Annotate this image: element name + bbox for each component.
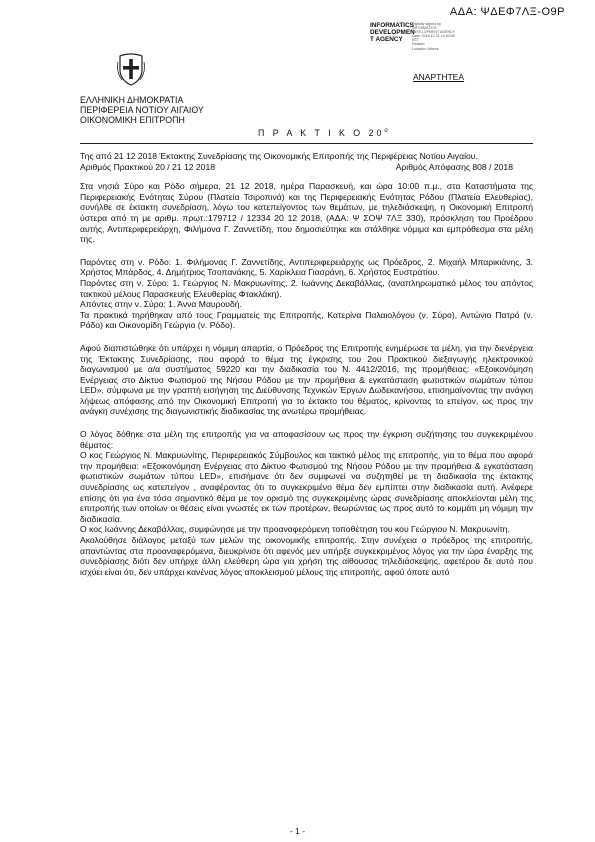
minutes-body: [80, 151, 533, 577]
organization-header: [80, 95, 204, 125]
paragraph: Αφού διαπιστώθηκε ότι υπάρχει η νόμιμη απαρτία, ο Πρόεδρος της Επιτροπής ενημέρωσε τα μέλη, για την διενέργεια της Έκτακτης Συνεδρίασης, που αφορά το θέμα της έγκρισης του 2ου Πρακτικού διεξαγωγής ηλεκτρονικού διαγωνισμού με α/α συστήματος 59220 και την διαδικασία του Ν. 4412/2016, της προμήθειας: «Εξοικονόμηση Ενέργειας στο Δίκτυο Φωτισμού της Νήσου Ρόδου με την προμήθεια & εγκατάσταση φωτιστικών σωμάτων τύπου LED», σύμφωνα με την γραπτή εισήγηση της Διεύθυνσης Τεχνικών Έργων Δωδεκανήσου, επισημαίνοντας την ανάγκη λήψεως απόφασης από την Οικονομική Επιτροπή για το έκτακτο του θέματος, κρίνοντας το επείγον, ως προς την ανάγκη συνέχισης της διαγωνιστικής διαδικασίας της ανωτέρω προμήθειας.: [80, 342, 533, 417]
present-rhodes: Παρόντες στη ν. Ρόδο: 1. Φιλήμονας Γ. Ζαννετίδης, Αντιπεριφερειάρχης ως Πρόεδρος, 2. Μιχαήλ Μπαρικιάνης, 3. Χρήστος Μπάρδος, 4. Δημήτριος Τσοπανάκης, 5. Χαρίκλεια Γιασράνη, 6. Χρήστος Ευστρατίου.: [80, 256, 533, 278]
minutes-keepers: Τα πρακτικά τηρήθηκαν από τους Γραμματείς της Επιτροπής, Κατερίνα Παλαιολόγου (ν. Σύρο), Αντώνιο Πατρό (ν. Ρόδο) και Οικονομίδη Γεώργιο (ν. Ρόδο).: [80, 309, 533, 331]
intro-paragraph: Της από 21 12 2018 Έκτακτης Συνεδρίασης της Οικονομικής Επιτροπής της Περιφέρειας Νοτίου Αιγαίου.: [80, 151, 478, 161]
paragraph: Ο κος Ιωάννης Δεκαβάλλας, συμφώνησε με την προαναφερόμενη τοποθέτηση του κου Γεώργιου Ν. Μακρυωνίτη.: [80, 524, 510, 535]
informatics-agency-signature: [370, 22, 490, 50]
paragraph: Ο κος Γεώργιος Ν. Μακρυωνίτης, Περιφερειακός Σύμβουλος και τακτικό μέλος της επιτροπής, για το θέμα που αφορά την προμήθεια: «Εξοικονόμηση Ενέργειας στο Δίκτυο Φωτισμού της Νήσου Ρόδου με την προμήθεια & εγκατάσταση φωτιστικών σωμάτων τύπου LED», επισήμανε ότι δεν συμφωνεί να συζητηθεί με τη διαδικασία της έκτακτης συνεδρίασης ως κατεπείγον , αναφέροντας ότι το συγκεκριμένο θέμα δεν εμπίπτει στην διαδικασία αυτή. Ανέφερε επίσης ότι για ένα τόσο σημαντικό θέμα με τον ορισμό της συγκεκριμένης ώρας συνεδρίασης αποκλείονται μέλη της επιτροπής των οποίων οι θέσεις είναι γνωστές εκ των προτέρων, θεωρώντας ως προς αυτό το κομμάτι μη νόμιμη την διαδικασία.: [80, 450, 533, 524]
paragraph: Ακολούθησε διάλογος μεταξύ των μελών της οικονομικής επιτροπής. Στην συνέχεια ο πρόεδρος της επιτροπής, απαντώντας στα προαναφερόμενα, διευκρίνισε ότι αφενός μεν υπήρξε συγκεκριμένος λόγος για την ώρα έναρξης της συνεδρίασης διότι δεν υπήρχε άλλη ελεύθερη ώρα για χρήση της αίθουσας τηλεδιάσκεψης, αφετέρου δε αυτό που ισχύει είναι ότι, δεν υπάρχει κανένας λόγος αποκλεισμού μέλους της επιτροπής, αφού όποτε αυτό: [80, 535, 533, 577]
agency-name: INFORMATICS DEVELOPMEN T AGENCY: [370, 22, 415, 43]
org-line: ΠΕΡΙΦΕΡΕΙΑ ΝΟΤΙΟΥ ΑΙΓΑΙΟΥ: [80, 105, 204, 115]
signature-details: Digitally signed by INFORMATICS DEVELOPMENT AGENCY Date: 2018.12.31 14:30:08 EET Reason: Location: Athens: [412, 22, 456, 51]
decision-number: Αριθμός Απόφασης 808 / 2018: [395, 161, 513, 172]
document-title: Π Ρ Α Κ Τ Ι Κ Ο $20^o$: [258, 128, 391, 138]
org-line: ΕΛΛΗΝΙΚΗ ΔΗΜΟΚΡΑΤΙΑ: [80, 95, 184, 105]
paragraph: Ο λόγος δόθηκε στα μέλη της επιτροπής για να αποφασίσουν ως προς την έγκριση συζήτησης του συγκεκριμένου θέματος:: [80, 429, 533, 450]
practice-number: Αριθμός Πρακτικού 20 / 21 12 2018: [80, 161, 216, 172]
page-number: - 1 -: [289, 826, 306, 836]
title-divider: [80, 143, 533, 144]
greek-coat-of-arms-icon: [116, 52, 146, 86]
paragraph: Στα νησιά Σύρο και Ρόδο σήμερα, 21 12 2018, ημέρα Παρασκευή, και ώρα 10:00 π.μ., στα Καταστήματα της Περιφερειακής Ενότητας Σύρου (Πλατεία Τσιροπινά) και της Περιφερειακής Ενότητας Ρόδου (Πλατεία Ελευθερίας), συνήλθε σε έκτακτη συνεδρίαση, λόγω του κατεπείγοντος των θεμάτων, με τηλεδιάσκεψη, η Οικονομική Επιτροπή ύστερα από τη με αριθμ. πρωτ.:179712 / 12334 20 12 2018, (ΑΔΑ: Ψ ΣΟΨ 7ΛΞ 330), πρόσκληση του Προέδρου αυτής, Αντιπεριφερειάρχη, Φιλήμονα Γ. Ζαννετίδη, που δημοσιεύτηκε και στάλθηκε νόμιμα και εμπρόθεσμα στα μέλη της.: [80, 181, 533, 245]
ada-code: ΑΔΑ: ΨΔΕΦ7ΛΞ-Ο9Ρ: [449, 6, 565, 18]
publication-status: ΑΝΑΡΤΗΤΕΑ: [413, 72, 465, 82]
present-syros: Παρόντες στη ν. Σύρο: 1. Γεώργιος Ν. Μακρυωνίτης, 2. Ιωάννης Δεκαβάλλας, (αναπληρωματικό μέλος του απόντος τακτικού μέλους Παρασκευής Ελευθερίας Φτακλάκη).: [80, 277, 533, 299]
absent-members: Απόντες στην ν. Σύρο: 1. Άννα Μαυρουδή.: [80, 299, 242, 310]
org-line: ΟΙΚΟΝΟΜΙΚΗ ΕΠΙΤΡΟΠΗ: [80, 115, 185, 125]
reference-numbers: [80, 162, 533, 173]
